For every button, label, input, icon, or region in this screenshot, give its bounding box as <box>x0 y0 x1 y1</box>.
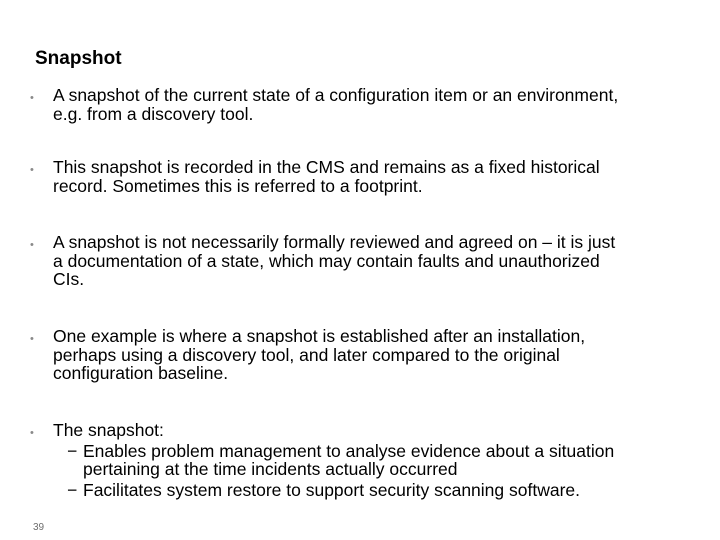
bullet-text: One example is where a snapshot is established after an installation, perhaps using a discovery tool, and later compared to the original configuration baseline. <box>53 326 586 383</box>
page-number: 39 <box>33 522 45 533</box>
bullet-text: A snapshot is not necessarily formally reviewed and agreed on – it is just a documentation of a state, which may contain faults and unauthorized CIs. <box>53 232 616 289</box>
dash-icon: − <box>67 479 78 500</box>
bullet-icon: • <box>30 427 34 439</box>
sub-bullet-text: Enables problem management to analyse evidence about a situation pertaining at the time incidents actually occurred <box>83 440 615 479</box>
bullet-icon: • <box>30 239 34 251</box>
bullet-icon: • <box>30 92 34 104</box>
bullet-text: This snapshot is recorded in the CMS and remains as a fixed historical record. Sometimes this is referred to a footprint. <box>53 157 600 196</box>
bullet-icon: • <box>30 333 34 345</box>
dash-icon: − <box>67 440 78 461</box>
bullet-icon: • <box>30 164 34 176</box>
bullet-text: A snapshot of the current state of a configuration item or an environment, e.g. from a discovery tool. <box>53 85 619 124</box>
bullet-item <box>30 158 700 195</box>
sub-bullet-item <box>67 440 700 479</box>
sub-bullet-item <box>67 479 700 500</box>
bullet-item <box>30 233 700 289</box>
sub-bullet-text: Facilitates system restore to support security scanning software. <box>83 479 581 500</box>
bullet-item <box>30 327 700 383</box>
bullet-text: The snapshot: <box>53 420 164 440</box>
slide-title: Snapshot <box>35 48 122 69</box>
bullet-item <box>30 421 700 499</box>
bullet-item <box>30 86 700 123</box>
